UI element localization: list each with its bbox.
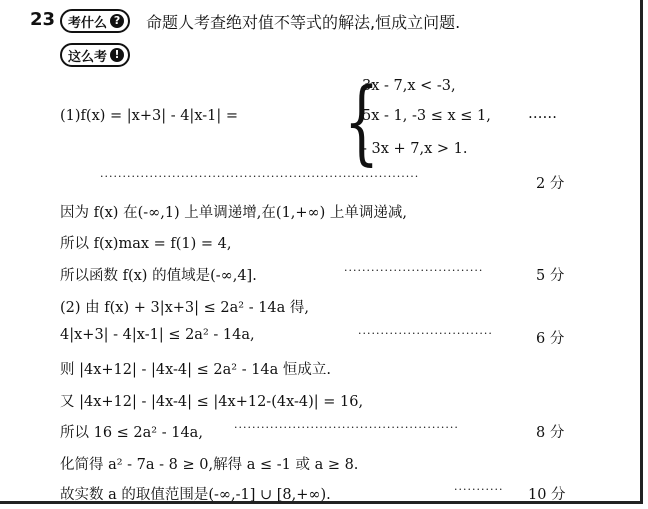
leader-dots: ···········: [454, 483, 504, 496]
line-range: 所以函数 f(x) 的值域是(-∞,4].: [60, 268, 257, 284]
line-simplify: 化简得 a² - 7a - 8 ≥ 0,解得 a ≤ -1 或 a ≥ 8.: [60, 457, 359, 473]
piecewise-lhs: (1)f(x) = |x+3| - 4|x-1| =: [60, 108, 239, 124]
topic-text: 命题人考查绝对值不等式的解法,恒成立问题.: [146, 13, 461, 32]
piecewise-case-1: 3x - 7,x < -3,: [362, 78, 456, 94]
line-final-answer: 故实数 a 的取值范围是(-∞,-1] ∪ [8,+∞).: [60, 487, 331, 503]
piecewise-case-3: - 3x + 7,x > 1.: [362, 141, 468, 157]
score-6: 6 分: [536, 331, 565, 347]
question-mark-icon: ?: [110, 14, 124, 28]
question-number: 23: [30, 9, 56, 30]
tag-what-is-tested: [60, 9, 130, 33]
line-sixteen: 所以 16 ≤ 2a² - 14a,: [60, 425, 203, 441]
tag-how-tested: [60, 43, 130, 67]
piecewise-case-2: 5x - 1, -3 ≤ x ≤ 1,: [362, 108, 491, 124]
score-2: 2 分: [536, 176, 565, 192]
score-5: 5 分: [536, 268, 565, 284]
line-monotonic: 因为 f(x) 在(-∞,1) 上单调递增,在(1,+∞) 上单调递减,: [60, 205, 408, 221]
score-8: 8 分: [536, 425, 565, 441]
line-part2-start: (2) 由 f(x) + 3|x+3| ≤ 2a² - 14a 得,: [60, 300, 310, 316]
leader-dots: ·······································································: [100, 170, 420, 183]
line-always-holds: 则 |4x+12| - |4x-4| ≤ 2a² - 14a 恒成立.: [60, 362, 332, 378]
leader-dots: ··················································: [234, 421, 459, 434]
line-inequality: 4|x+3| - 4|x-1| ≤ 2a² - 14a,: [60, 327, 255, 343]
tag-label: 这么考: [68, 49, 108, 65]
piecewise-brace: {: [344, 68, 380, 175]
line-abs-bound: 又 |4x+12| - |4x-4| ≤ |4x+12-(4x-4)| = 16,: [60, 394, 364, 410]
tag-label: 考什么: [68, 15, 108, 31]
score-10: 10 分: [528, 487, 566, 503]
line-maximum: 所以 f(x)max = f(1) = 4,: [60, 236, 232, 252]
exclamation-icon: !: [110, 48, 124, 62]
leader-dots: ······························: [358, 327, 493, 340]
leader-dots: ·······························: [344, 264, 484, 277]
piecewise-ellipsis: ……: [528, 106, 557, 122]
